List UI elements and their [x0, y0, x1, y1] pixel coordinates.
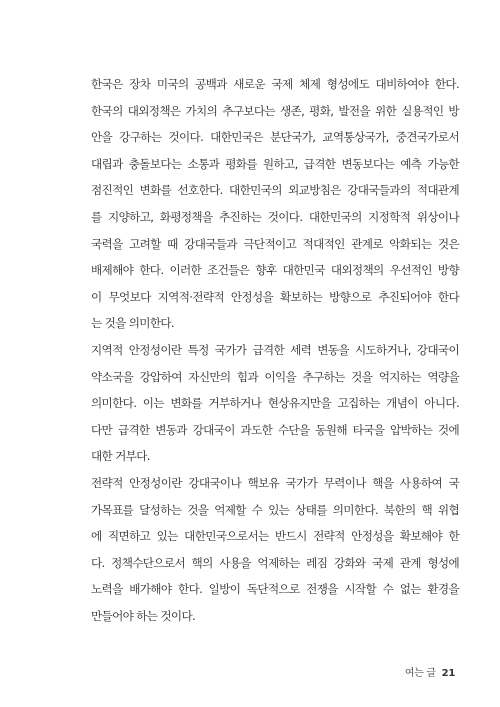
text-line: 한국의 대외정책은 가치의 추구보다는 생존, 평화, 발전을 위한 실용적인 방: [91, 103, 459, 118]
section-label: 여는 글: [404, 668, 436, 679]
text-line: 는 것을 의미한다.: [91, 316, 174, 331]
text-line: 점진적인 변화를 선호한다. 대한민국의 외교방침은 강대국들과의 적대관계: [91, 183, 459, 198]
body-text: [91, 75, 459, 633]
text-line: 대립과 충돌보다는 소통과 평화를 원하고, 급격한 변동보다는 예측 가능한: [91, 156, 459, 171]
text-line: 배제해야 한다. 이러한 조건들은 향후 대한민국 대외정책의 우선적인 방향: [91, 263, 459, 278]
text-line: 한국은 장차 미국의 공백과 새로운 국제 체제 형성에도 대비하여야 한다.: [91, 77, 459, 91]
page-footer: [0, 664, 455, 679]
text-line: 다. 정책수단으로서 핵의 사용을 억제하는 레짐 강화와 국제 관계 형성에: [91, 555, 459, 570]
text-line: 국력을 고려할 때 강대국들과 극단적이고 적대적인 관계로 악화되는 것은: [91, 236, 459, 251]
text-line: 다만 급격한 변동과 강대국이 과도한 수단을 동원해 타국을 압박하는 것에: [91, 422, 459, 437]
text-line: 의미한다. 이는 변화를 거부하거나 현상유지만을 고집하는 개념이 아니다.: [91, 396, 459, 411]
text-line: 이 무엇보다 지역적·전략적 안정성을 확보하는 방향으로 추진되어야 한다: [91, 289, 459, 304]
text-line: 안을 강구하는 것이다. 대한민국은 분단국가, 교역통상국가, 중견국가로서: [91, 130, 459, 145]
text-line: 만들어야 하는 것이다.: [91, 608, 196, 623]
page-number: 21: [441, 668, 455, 679]
text-line: 대한 거부다.: [91, 449, 150, 464]
text-line: 지역적 안정성이란 특정 국가가 급격한 세력 변동을 시도하거나, 강대국이: [91, 342, 459, 357]
text-line: 전략적 안정성이란 강대국이나 핵보유 국가가 무력이나 핵을 사용하여 국: [91, 475, 459, 490]
text-line: 가목표를 달성하는 것을 억제할 수 있는 상태를 의미한다. 북한의 핵 위협: [91, 502, 459, 517]
text-line: 를 지양하고, 화평정책을 추진하는 것이다. 대한민국의 지정학적 위상이나: [91, 209, 459, 224]
text-line: 에 직면하고 있는 대한민국으로서는 반드시 전략적 안정성을 확보해야 한: [91, 529, 459, 544]
text-line: 노력을 배가해야 한다. 일방이 독단적으로 전쟁을 시작할 수 없는 환경을: [91, 582, 459, 597]
text-line: 약소국을 강압하여 자신만의 힘과 이익을 추구하는 것을 억지하는 역량을: [91, 369, 459, 384]
